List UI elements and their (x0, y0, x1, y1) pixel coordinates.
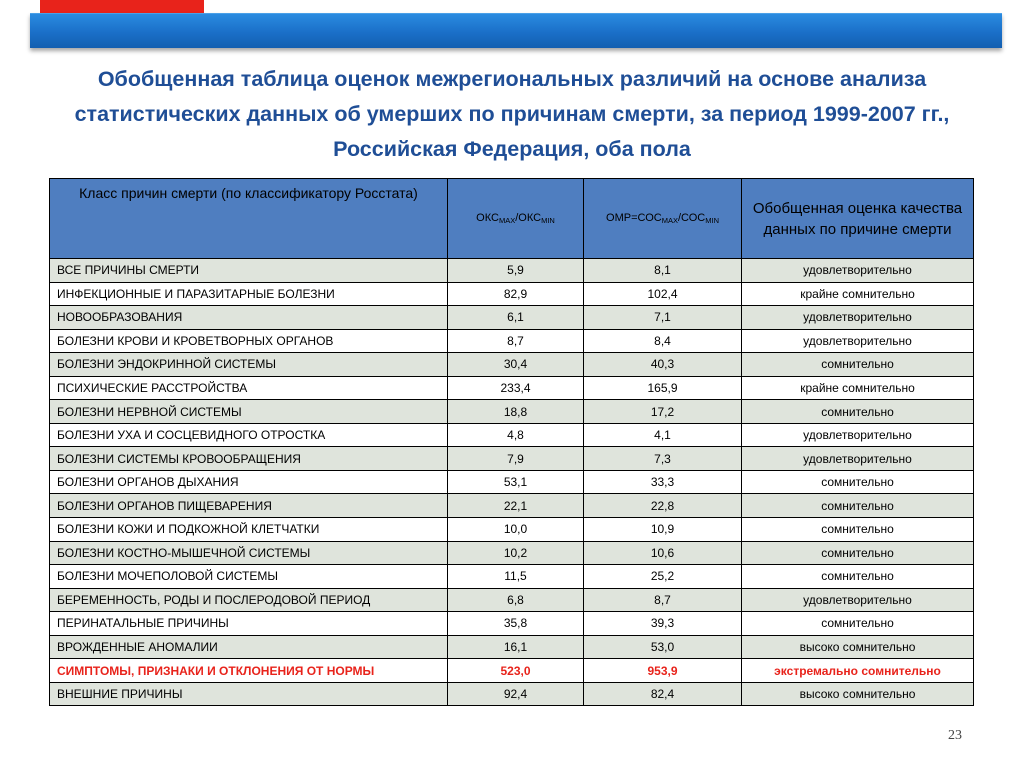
cell-cause-name: ИНФЕКЦИОННЫЕ И ПАРАЗИТАРНЫЕ БОЛЕЗНИ (50, 282, 448, 306)
cell-omr-ratio: 102,4 (584, 282, 742, 306)
cell-oks-ratio: 8,7 (448, 329, 584, 353)
cell-omr-ratio: 10,9 (584, 518, 742, 542)
cell-omr-ratio: 8,7 (584, 588, 742, 612)
cell-oks-ratio: 11,5 (448, 565, 584, 589)
slide-title: Обобщенная таблица оценок межрегиональных различий на основе анализа статистических данных об умерших по причинам смерти, за период 1999-2007 гг., Российская Федерация, оба пола (74, 67, 950, 161)
cell-cause-name: БОЛЕЗНИ КОЖИ И ПОДКОЖНОЙ КЛЕТЧАТКИ (50, 518, 448, 542)
header-omr-slash: /СОС (677, 212, 706, 224)
cell-oks-ratio: 22,1 (448, 494, 584, 518)
cell-oks-ratio: 5,9 (448, 259, 584, 283)
table-row (50, 306, 974, 330)
cell-quality-rating: удовлетворительно (742, 588, 974, 612)
cell-quality-rating: экстремально сомнительно (742, 659, 974, 683)
cell-quality-rating: удовлетворительно (742, 447, 974, 471)
cell-cause-name: ВРОЖДЕННЫЕ АНОМАЛИИ (50, 635, 448, 659)
cell-cause-name: СИМПТОМЫ, ПРИЗНАКИ И ОТКЛОНЕНИЯ ОТ НОРМЫ (50, 659, 448, 683)
cell-omr-ratio: 40,3 (584, 353, 742, 377)
top-blue-banner (30, 13, 1002, 48)
table-row (50, 494, 974, 518)
header-cause-class: Класс причин смерти (по классификатору Росстата) (50, 179, 448, 259)
cell-quality-rating: сомнительно (742, 470, 974, 494)
cell-oks-ratio: 523,0 (448, 659, 584, 683)
cell-cause-name: ВНЕШНИЕ ПРИЧИНЫ (50, 682, 448, 706)
table-row (50, 353, 974, 377)
table-row (50, 259, 974, 283)
cell-omr-ratio: 7,1 (584, 306, 742, 330)
cell-oks-ratio: 16,1 (448, 635, 584, 659)
table-row (50, 376, 974, 400)
cell-quality-rating: крайне сомнительно (742, 282, 974, 306)
cell-cause-name: НОВООБРАЗОВАНИЯ (50, 306, 448, 330)
top-red-accent-bar (40, 0, 204, 14)
cell-quality-rating: сомнительно (742, 494, 974, 518)
cell-quality-rating: удовлетворительно (742, 423, 974, 447)
cell-quality-rating: сомнительно (742, 518, 974, 542)
header-quality: Обобщенная оценка качества данных по причине смерти (742, 179, 974, 259)
cell-cause-name: БОЛЕЗНИ ОРГАНОВ ДЫХАНИЯ (50, 470, 448, 494)
table-body (50, 259, 974, 706)
header-oks-max-sub: MAX (498, 216, 516, 225)
cell-omr-ratio: 25,2 (584, 565, 742, 589)
cell-omr-ratio: 4,1 (584, 423, 742, 447)
table-row (50, 282, 974, 306)
table-row (50, 612, 974, 636)
cell-oks-ratio: 18,8 (448, 400, 584, 424)
cell-quality-rating: удовлетворительно (742, 329, 974, 353)
cell-oks-ratio: 30,4 (448, 353, 584, 377)
header-oks-base: ОКС (476, 212, 499, 224)
cell-omr-ratio: 7,3 (584, 447, 742, 471)
cell-quality-rating: сомнительно (742, 541, 974, 565)
cell-oks-ratio: 10,2 (448, 541, 584, 565)
header-oks-ratio (448, 179, 584, 259)
cell-oks-ratio: 35,8 (448, 612, 584, 636)
cell-cause-name: БОЛЕЗНИ УХА И СОСЦЕВИДНОГО ОТРОСТКА (50, 423, 448, 447)
cell-omr-ratio: 22,8 (584, 494, 742, 518)
cell-oks-ratio: 53,1 (448, 470, 584, 494)
cell-omr-ratio: 953,9 (584, 659, 742, 683)
cell-quality-rating: сомнительно (742, 612, 974, 636)
table-row (50, 329, 974, 353)
header-omr-ratio (584, 179, 742, 259)
cell-quality-rating: высоко сомнительно (742, 635, 974, 659)
table-row (50, 470, 974, 494)
cell-omr-ratio: 82,4 (584, 682, 742, 706)
table-header-row (50, 179, 974, 259)
header-oks-slash: /ОКС (515, 212, 542, 224)
cell-cause-name: БОЛЕЗНИ ЭНДОКРИННОЙ СИСТЕМЫ (50, 353, 448, 377)
table-row (50, 588, 974, 612)
table-row (50, 682, 974, 706)
cell-oks-ratio: 10,0 (448, 518, 584, 542)
page-number: 23 (948, 728, 962, 743)
cell-omr-ratio: 39,3 (584, 612, 742, 636)
cell-cause-name: БОЛЕЗНИ ОРГАНОВ ПИЩЕВАРЕНИЯ (50, 494, 448, 518)
cell-cause-name: БОЛЕЗНИ СИСТЕМЫ КРОВООБРАЩЕНИЯ (50, 447, 448, 471)
cell-omr-ratio: 8,4 (584, 329, 742, 353)
table-row (50, 635, 974, 659)
cell-cause-name: БЕРЕМЕННОСТЬ, РОДЫ И ПОСЛЕРОДОВОЙ ПЕРИОД (50, 588, 448, 612)
cell-oks-ratio: 6,1 (448, 306, 584, 330)
cell-cause-name: БОЛЕЗНИ МОЧЕПОЛОВОЙ СИСТЕМЫ (50, 565, 448, 589)
cell-cause-name: БОЛЕЗНИ КРОВИ И КРОВЕТВОРНЫХ ОРГАНОВ (50, 329, 448, 353)
cell-cause-name: ПЕРИНАТАЛЬНЫЕ ПРИЧИНЫ (50, 612, 448, 636)
header-omr-max-sub: MAX (661, 216, 678, 225)
cell-cause-name: ВСЕ ПРИЧИНЫ СМЕРТИ (50, 259, 448, 283)
table-row (50, 659, 974, 683)
table-row (50, 518, 974, 542)
cell-omr-ratio: 10,6 (584, 541, 742, 565)
cell-omr-ratio: 17,2 (584, 400, 742, 424)
cell-oks-ratio: 7,9 (448, 447, 584, 471)
cell-oks-ratio: 92,4 (448, 682, 584, 706)
cell-quality-rating: удовлетворительно (742, 259, 974, 283)
cell-quality-rating: крайне сомнительно (742, 376, 974, 400)
table-row (50, 541, 974, 565)
cell-quality-rating: высоко сомнительно (742, 682, 974, 706)
cell-oks-ratio: 82,9 (448, 282, 584, 306)
cell-quality-rating: сомнительно (742, 400, 974, 424)
header-omr-base: ОМР=СОС (606, 212, 662, 224)
cell-oks-ratio: 4,8 (448, 423, 584, 447)
cell-quality-rating: удовлетворительно (742, 306, 974, 330)
cell-omr-ratio: 53,0 (584, 635, 742, 659)
cell-omr-ratio: 165,9 (584, 376, 742, 400)
cell-quality-rating: сомнительно (742, 565, 974, 589)
cell-omr-ratio: 8,1 (584, 259, 742, 283)
header-oks-min-sub: MIN (541, 216, 555, 225)
cell-cause-name: БОЛЕЗНИ КОСТНО-МЫШЕЧНОЙ СИСТЕМЫ (50, 541, 448, 565)
header-omr-min-sub: MIN (705, 216, 719, 225)
table-row (50, 565, 974, 589)
cell-quality-rating: сомнительно (742, 353, 974, 377)
cell-oks-ratio: 6,8 (448, 588, 584, 612)
cell-cause-name: БОЛЕЗНИ НЕРВНОЙ СИСТЕМЫ (50, 400, 448, 424)
table-row (50, 423, 974, 447)
table-row (50, 400, 974, 424)
table-row (50, 447, 974, 471)
cell-cause-name: ПСИХИЧЕСКИЕ РАССТРОЙСТВА (50, 376, 448, 400)
cell-omr-ratio: 33,3 (584, 470, 742, 494)
cell-oks-ratio: 233,4 (448, 376, 584, 400)
quality-assessment-table (49, 178, 974, 706)
